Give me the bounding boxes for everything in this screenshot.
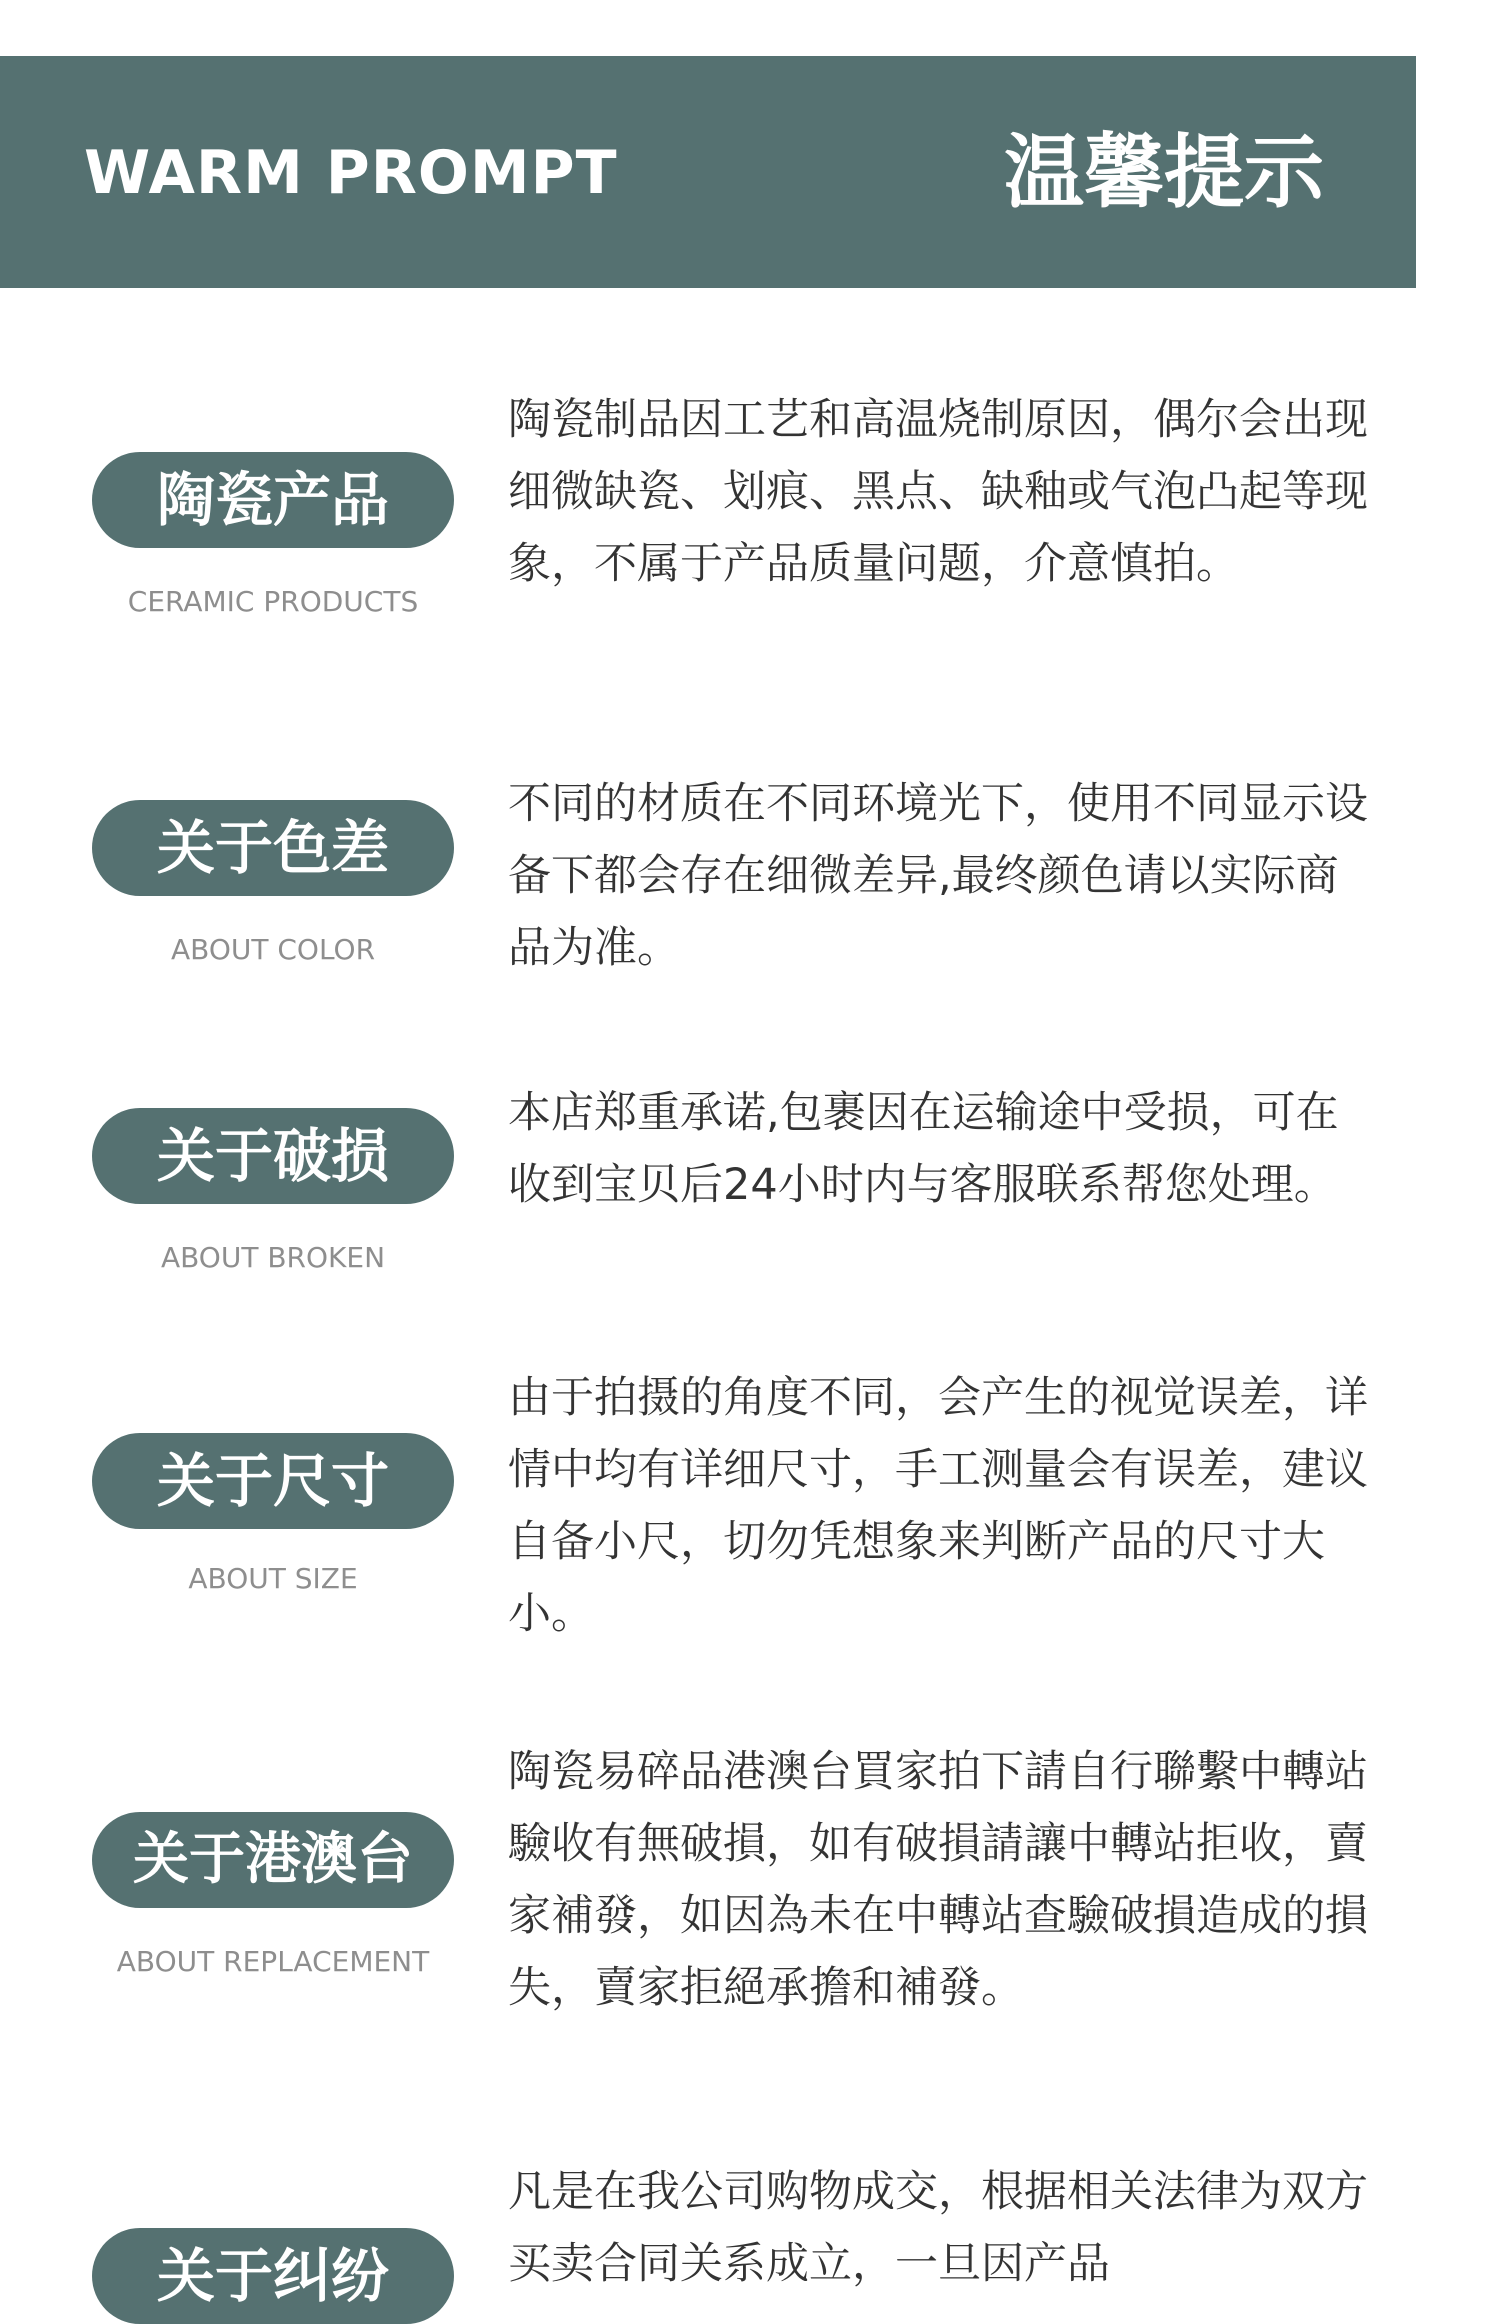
section-subtitle: CERAMIC PRODUCTS: [127, 585, 419, 618]
header-title-en: WARM PROMPT: [84, 138, 618, 208]
section-description: 本店郑重承诺,包裹因在运输途中受损，可在收到宝贝后24小时内与客服联系帮您处理。: [508, 1088, 1339, 1210]
section-description: 不同的材质在不同环境光下，使用不同显示设备下都会存在细微差异,最终颜色请以实际商品为准。: [508, 779, 1368, 973]
header-banner: [0, 56, 1416, 288]
section-title-pill: 关于色差: [92, 800, 454, 896]
section-description: 陶瓷易碎品港澳台買家拍下請自行聯繫中轉站驗收有無破損，如有破損請讓中轉站拒收，賣家補發，如因為未在中轉站查驗破損造成的損失，賣家拒絕承擔和補發。: [508, 1747, 1368, 2013]
section-subtitle: ABOUT REPLACEMENT: [116, 1945, 430, 1978]
section-subtitle: ABOUT BROKEN: [160, 1241, 386, 1274]
section-title-pill: 关于破损: [92, 1108, 454, 1204]
section-title-pill: 关于尺寸: [92, 1433, 454, 1529]
header-title-cn: 温馨提示: [1004, 126, 1324, 219]
section-title-pill: 关于纠纷: [92, 2228, 454, 2324]
section-description: 陶瓷制品因工艺和高温烧制原因，偶尔会出现细微缺瓷、划痕、黑点、缺釉或气泡凸起等现象，不属于产品质量问题，介意慎拍。: [508, 395, 1368, 589]
section-description: 凡是在我公司购物成交，根据相关法律为双方买卖合同关系成立，一旦因产品: [508, 2167, 1368, 2289]
section-title-pill: 关于港澳台: [92, 1812, 454, 1908]
section-subtitle: ABOUT COLOR: [170, 933, 376, 966]
section-description: 由于拍摄的角度不同，会产生的视觉误差，详情中均有详细尺寸，手工测量会有误差，建议自备小尺，切勿凭想象来判断产品的尺寸大小。: [508, 1373, 1368, 1639]
section-subtitle: ABOUT SIZE: [188, 1562, 358, 1595]
section-title-pill: 陶瓷产品: [92, 452, 454, 548]
